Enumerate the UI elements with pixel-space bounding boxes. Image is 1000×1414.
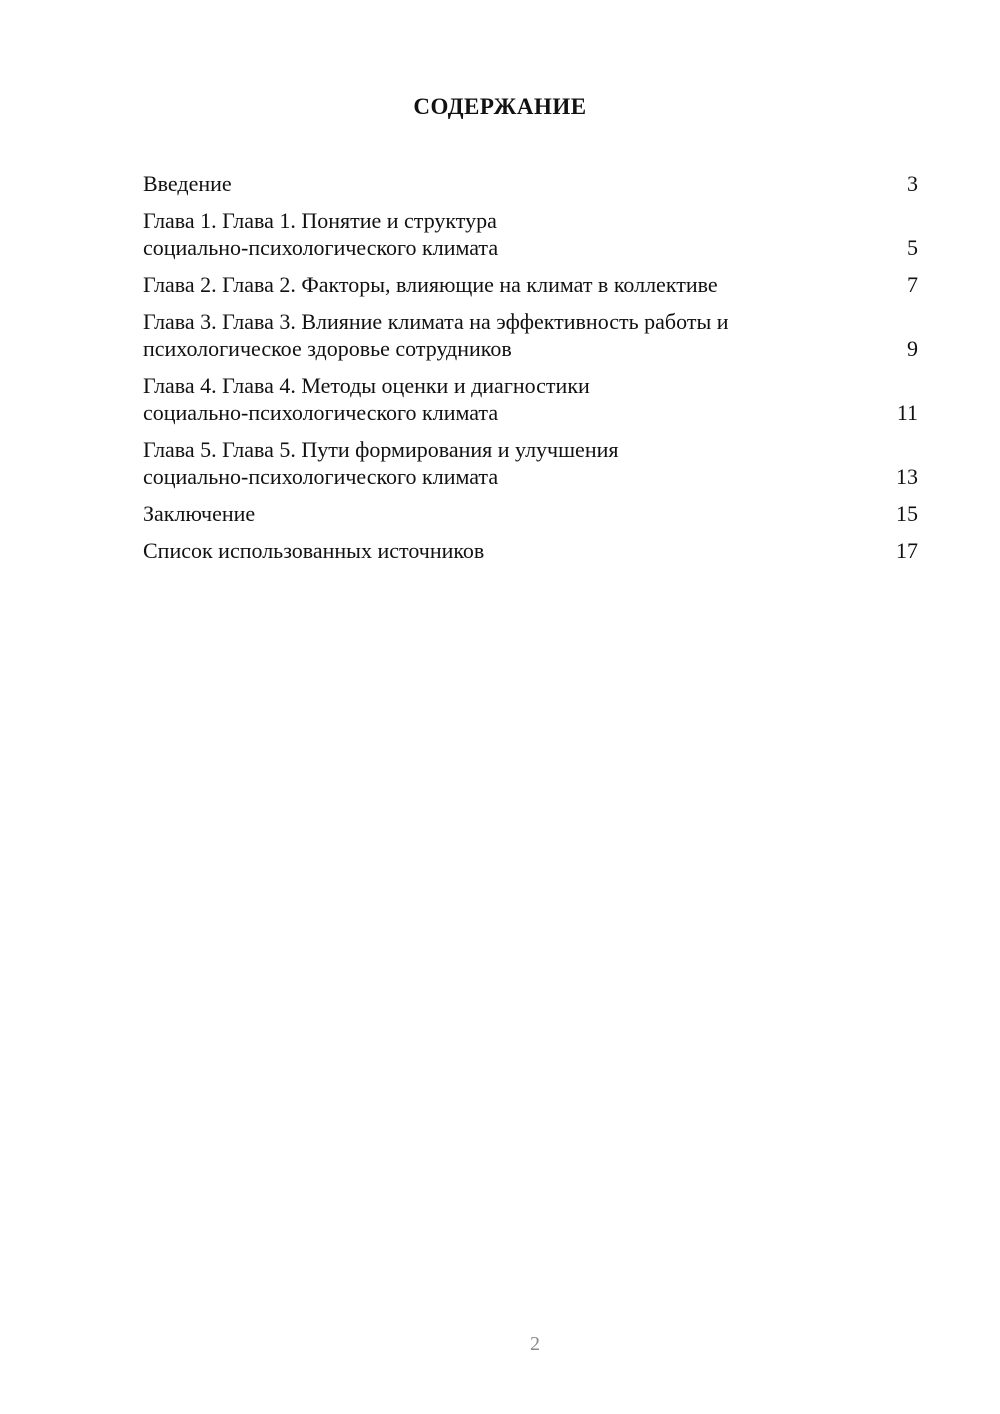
- toc-entry-chapter-4[interactable]: [143, 372, 918, 426]
- toc-entry-label: Глава 5. Глава 5. Пути формирования и улучшения социально-психологического климата: [143, 437, 619, 489]
- toc-entry-page: 13: [896, 464, 918, 489]
- toc-entry-label: Глава 1. Глава 1. Понятие и структура социально-психологического климата: [143, 208, 499, 260]
- toc-entry-label: Глава 3. Глава 3. Влияние климата на эффективность работы и психологическое здоровье сотрудников: [143, 309, 729, 361]
- toc-entry-page: 15: [896, 501, 918, 526]
- toc-entry-page: 5: [907, 235, 918, 260]
- toc-entry-introduction[interactable]: [143, 170, 918, 197]
- table-of-contents: [143, 170, 918, 574]
- toc-entry-chapter-5[interactable]: [143, 436, 918, 490]
- page-title: СОДЕРЖАНИЕ: [413, 94, 587, 119]
- page-number: 2: [530, 1333, 540, 1355]
- toc-entry-label: Список использованных источников: [143, 538, 485, 563]
- toc-entry-chapter-3[interactable]: [143, 308, 918, 362]
- toc-entry-label: Введение: [143, 171, 232, 196]
- toc-entry-page: 11: [896, 400, 918, 425]
- toc-entry-page: 9: [907, 336, 918, 361]
- toc-entry-chapter-2[interactable]: [143, 271, 918, 298]
- toc-entry-chapter-1[interactable]: [143, 207, 918, 261]
- toc-entry-label: Глава 2. Глава 2. Факторы, влияющие на климат в коллективе: [143, 272, 718, 297]
- toc-entry-references[interactable]: [143, 537, 918, 564]
- toc-entry-page: 17: [896, 538, 918, 563]
- toc-entry-page: 7: [907, 272, 918, 297]
- toc-entry-label: Глава 4. Глава 4. Методы оценки и диагностики социально-психологического климата: [143, 373, 590, 425]
- toc-entry-page: 3: [907, 171, 918, 196]
- toc-entry-conclusion[interactable]: [143, 500, 918, 527]
- toc-entry-label: Заключение: [143, 501, 256, 526]
